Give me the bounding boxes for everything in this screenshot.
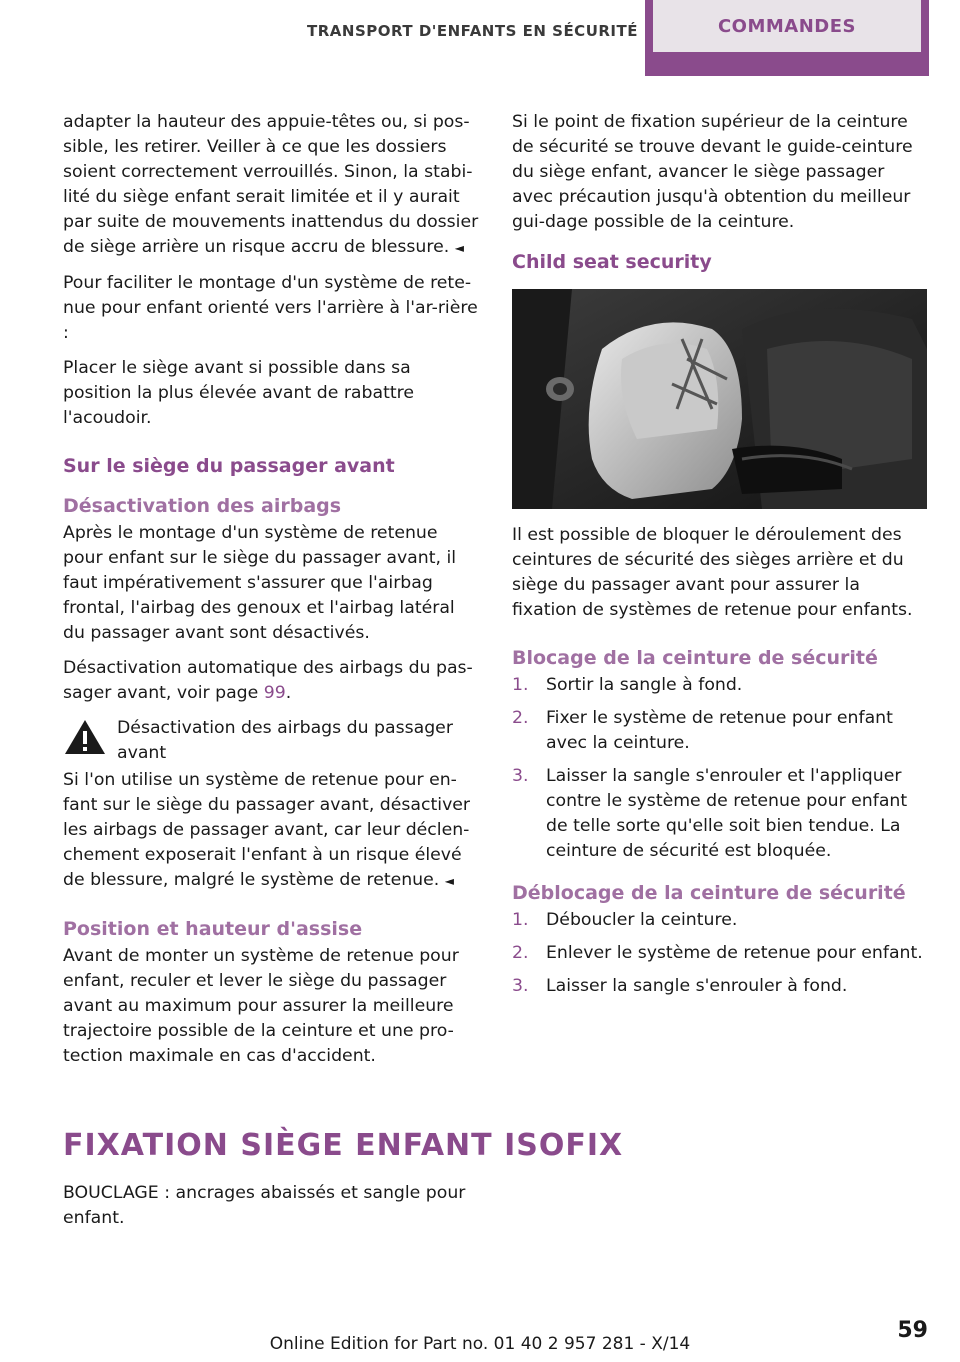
paragraph: Placer le siège avant si possible dans sa position la plus élevée avant de rabattre l'acoudoir. bbox=[63, 358, 414, 428]
heading-front-seat: Sur le siège du passager avant bbox=[63, 455, 395, 477]
paragraph: Si l'on utilise un système de retenue pour en-fant sur le siège du passager avant, désactiver les airbags de passager avant, car leur déclen-chement exposerait l'enfant à un risque élevé de blessure, malgré le système de retenue. ◄ bbox=[63, 770, 471, 890]
section-tab[interactable] bbox=[645, 0, 929, 76]
heading-airbag-deactivation: Désactivation des airbags bbox=[63, 495, 342, 517]
page-link[interactable]: 99 bbox=[263, 683, 286, 703]
steps-unlock bbox=[512, 908, 930, 999]
isofix-heading: FIXATION SIÈGE ENFANT ISOFIX bbox=[63, 1128, 624, 1163]
paragraph: Il est possible de bloquer le déroulement des ceintures de sécurité des sièges arrière et du siège du passager avant pour assurer la fixation de systèmes de retenue pour enfants. bbox=[512, 525, 913, 620]
paragraph: Si le point de fixation supérieur de la ceinture de sécurité se trouve devant le guide-ceinture du siège enfant, avancer le siège passager avec précaution jusqu'à obtention du meilleur gui-dage possible de la ceinture. bbox=[512, 112, 913, 232]
heading-belt-lock: Blocage de la ceinture de sécurité bbox=[512, 647, 878, 669]
isofix-body bbox=[63, 1181, 481, 1241]
page-number: 59 bbox=[897, 1318, 928, 1343]
paragraph: Avant de monter un système de retenue pour enfant, reculer et lever le siège du passager avant au maximum pour assurer la meilleure trajectoire possible de la ceinture et une pro-tection maximale en cas d'accident. bbox=[63, 946, 459, 1066]
list-item: 3. Laisser la sangle s'enrouler et l'appliquer contre le système de retenue pour enfant de telle sorte qu'elle soit bien tendue. La ceinture de sécurité est bloquée. bbox=[512, 766, 908, 861]
warning-triangle-icon bbox=[63, 718, 107, 756]
list-item: 1. Sortir la sangle à fond. bbox=[512, 675, 743, 695]
warning-title: Désactivation des airbags du passager avant bbox=[117, 718, 453, 763]
paragraph: Après le montage d'un système de retenue pour enfant sur le siège du passager avant, il faut impérativement s'assurer que l'airbag frontal, l'airbag des genoux et l'airbag latéral du passager avant sont désactivés. bbox=[63, 523, 457, 643]
paragraph: Pour faciliter le montage d'un système de rete-nue pour enfant orienté vers l'arrière à l'ar-rière : bbox=[63, 273, 478, 343]
heading-seat-position: Position et hauteur d'assise bbox=[63, 918, 363, 940]
right-column bbox=[512, 110, 930, 1007]
section-title: TRANSPORT D'ENFANTS EN SÉCURITÉ bbox=[307, 22, 638, 40]
list-item: 1. Déboucler la ceinture. bbox=[512, 910, 738, 930]
left-column bbox=[63, 110, 481, 1079]
footer-edition: Online Edition for Part no. 01 40 2 957 281 - X/14 bbox=[269, 1334, 691, 1354]
end-mark: ◄ bbox=[454, 241, 464, 255]
rear-seat-photo bbox=[512, 289, 927, 509]
paragraph: BOUCLAGE : ancrages abaissés et sangle pour enfant. bbox=[63, 1183, 466, 1228]
end-mark: ◄ bbox=[444, 874, 454, 888]
section-tab-label: COMMANDES bbox=[653, 0, 921, 52]
list-item: 2. Enlever le système de retenue pour enfant. bbox=[512, 943, 923, 963]
list-item: 3. Laisser la sangle s'enrouler à fond. bbox=[512, 976, 848, 996]
steps-lock bbox=[512, 673, 930, 864]
warning-box bbox=[63, 716, 481, 766]
paragraph: adapter la hauteur des appuie-têtes ou, si pos-sible, les retirer. Veiller à ce que les dossiers soient correctement verrouillés. Sinon, la stabi-lité du siège enfant serait limitée et il y aurait par suite de mouvements inattendus du dossier de siège arrière un risque accru de blessure. ◄ bbox=[63, 112, 479, 257]
list-item: 2. Fixer le système de retenue pour enfant avec la ceinture. bbox=[512, 708, 893, 753]
heading-belt-unlock: Déblocage de la ceinture de sécurité bbox=[512, 882, 906, 904]
paragraph: Désactivation automatique des airbags du pas-sager avant, voir page 99. bbox=[63, 658, 473, 703]
heading-child-seat-security: Child seat security bbox=[512, 251, 712, 273]
